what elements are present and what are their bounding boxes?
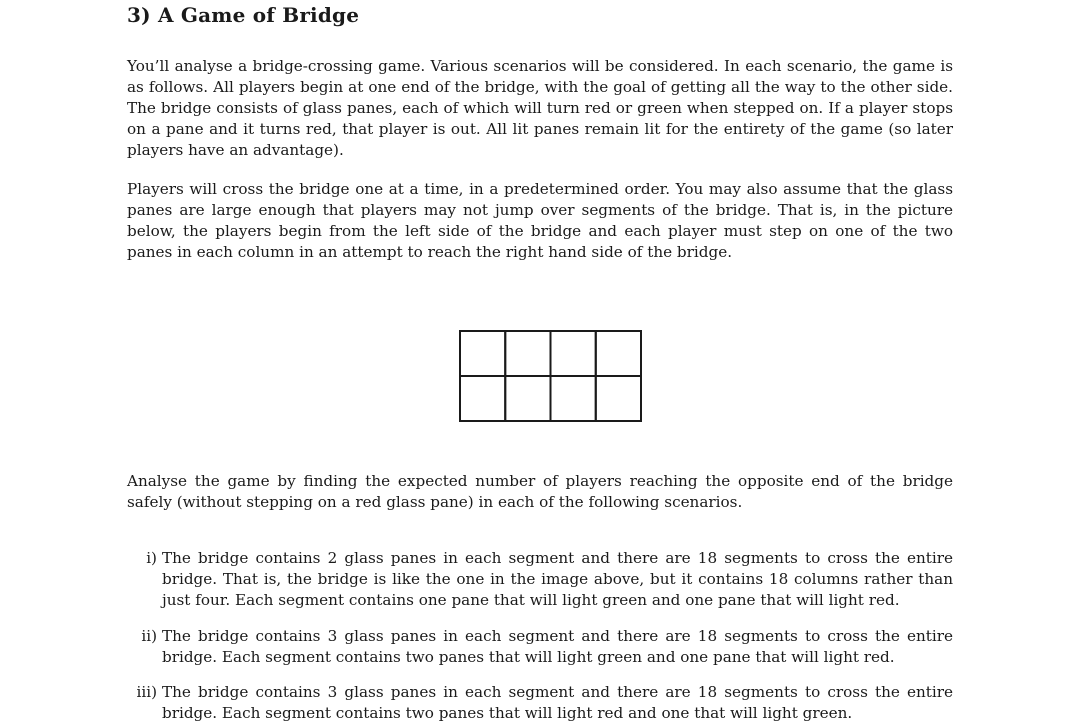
glass-pane	[551, 331, 596, 376]
glass-pane	[505, 331, 550, 376]
bridge-grid	[460, 331, 641, 421]
glass-pane	[460, 331, 505, 376]
glass-pane	[596, 376, 641, 421]
intro-paragraph: You’ll analyse a bridge-crossing game. Various scenarios will be considered. In each scenario, the game is as follows. All players begin at one end of the bridge, with the goal of getting all the way to the other side. The bridge consists of glass panes, each of which will turn red or green when stepped on. If a player stops on a pane and it turns red, that player is out. All lit panes remain lit for the entirety of the game (so later players have an advantage).	[127, 57, 953, 159]
task-paragraph: Analyse the game by finding the expected number of players reaching the opposite end of the bridge safely (without stepping on a red glass pane) in each of the following scenarios.	[127, 472, 953, 511]
bridge-diagram	[459, 330, 642, 422]
scenario-text: The bridge contains 3 glass panes in each segment and there are 18 segments to cross the entire bridge. Each segment contains two panes that will light red and one that will light green.	[162, 683, 953, 722]
glass-pane	[596, 331, 641, 376]
scenario-label: ii)	[141, 627, 157, 645]
rules-paragraph: Players will cross the bridge one at a time, in a predetermined order. You may also assume that the glass panes are large enough that players may not jump over segments of the bridge. That is, in the picture below, the players begin from the left side of the bridge and each player must step on one of the two panes in each column in an attempt to reach the right hand side of the bridge.	[127, 180, 953, 261]
glass-pane	[505, 376, 550, 421]
glass-pane	[460, 376, 505, 421]
glass-pane	[551, 376, 596, 421]
scenario-text: The bridge contains 3 glass panes in each segment and there are 18 segments to cross the entire bridge. Each segment contains two panes that will light green and one pane that will light red.	[162, 627, 953, 666]
section-heading: 3) A Game of Bridge	[127, 3, 360, 27]
scenario-label: i)	[146, 549, 157, 567]
scenario-label: iii)	[136, 683, 157, 701]
scenario-text: The bridge contains 2 glass panes in each segment and there are 18 segments to cross the entire bridge. That is, the bridge is like the one in the image above, but it contains 18 columns rather than just four. Each segment contains one pane that will light green and one pane that will light red.	[162, 549, 953, 609]
